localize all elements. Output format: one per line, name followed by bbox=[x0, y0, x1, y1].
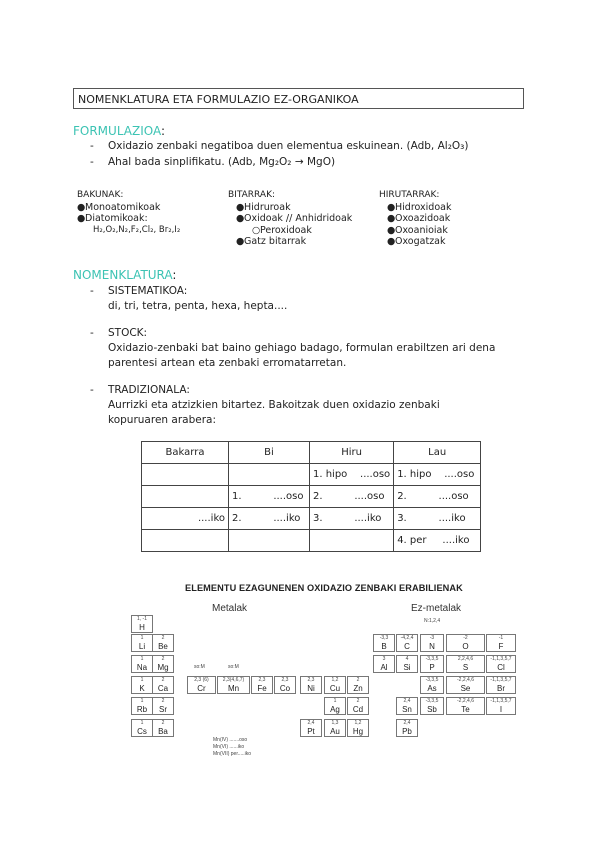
formulazioa-item-2-text: Ahal bada sinplifikatu. (Adb, Mg₂O₂ → MgO) bbox=[108, 156, 336, 168]
element-au bbox=[324, 719, 346, 737]
hirutarrak-item-4-text: Oxogatzak bbox=[395, 236, 446, 247]
element-ca bbox=[152, 676, 174, 694]
prefix-suffix-table bbox=[141, 441, 481, 552]
bitarrak-sub-item: ○Peroxidoak bbox=[252, 224, 312, 236]
element-symbol: Te bbox=[461, 705, 470, 714]
bakunak-heading: BAKUNAK: bbox=[77, 190, 124, 200]
document-title: NOMENKLATURA ETA FORMULAZIO EZ-ORGANIKOA bbox=[78, 93, 359, 106]
oxidation-numbers: 1 bbox=[140, 720, 144, 726]
oxidation-numbers: -2,2,4,6 bbox=[457, 677, 474, 683]
hirutarrak-item-1: ●Hidroxidoak bbox=[387, 201, 452, 213]
table-cell bbox=[310, 530, 394, 552]
hirutarrak-item-3-text: Oxoanioiak bbox=[395, 224, 448, 236]
element-symbol: Hg bbox=[352, 727, 364, 736]
element-symbol: Sb bbox=[427, 705, 437, 714]
element-symbol: Co bbox=[279, 684, 291, 693]
formulazioa-heading bbox=[73, 124, 165, 138]
dash: - bbox=[90, 327, 94, 339]
oxidation-numbers: -3,3,5 bbox=[425, 698, 439, 704]
hirutarrak-column bbox=[379, 190, 451, 248]
oxidation-numbers: 3 bbox=[382, 656, 386, 662]
hirutarrak-item-3: ●Oxoanioiak bbox=[387, 224, 448, 236]
element-p bbox=[420, 655, 444, 673]
table-header: Hiru bbox=[310, 442, 394, 464]
element-symbol: Zn bbox=[353, 684, 363, 693]
oxidation-numbers: 2,3(4,6,7) bbox=[222, 677, 245, 683]
tradizionala-text: Aurrizki eta atzizkien bitartez. Bakoitzak duen oxidazio zenbaki kopuruaren arabera: bbox=[108, 399, 440, 426]
table-header: Lau bbox=[394, 442, 481, 464]
formulazioa-item-2 bbox=[90, 155, 335, 170]
mn-note: Mn(VII) per.....iko bbox=[213, 751, 252, 757]
element-c bbox=[396, 634, 418, 652]
element-symbol: Cs bbox=[137, 727, 147, 736]
table-cell bbox=[229, 530, 310, 552]
table-header: Bi bbox=[229, 442, 310, 464]
element-se bbox=[446, 676, 485, 694]
table-cell: 2. ....oso bbox=[394, 486, 481, 508]
element-cl bbox=[486, 655, 516, 673]
nomenklatura-heading-text: NOMENKLATURA bbox=[73, 268, 173, 282]
oxidation-numbers: 2 bbox=[161, 656, 165, 662]
oxidation-numbers: -3,3 bbox=[379, 635, 389, 641]
oxidation-numbers: -3 bbox=[429, 635, 435, 641]
element-symbol: Se bbox=[460, 684, 471, 693]
element-symbol: Na bbox=[136, 663, 148, 672]
element-symbol: As bbox=[427, 684, 437, 693]
oxidation-numbers: 2,4 bbox=[307, 720, 315, 726]
table-cell bbox=[229, 464, 310, 486]
oxidation-numbers: -1 bbox=[498, 635, 504, 641]
element-cs bbox=[131, 719, 153, 737]
mn-notes bbox=[213, 737, 251, 758]
element-cr bbox=[187, 676, 216, 694]
bitarrak-item-1-text: Hidruroak bbox=[244, 201, 291, 213]
element-na bbox=[131, 655, 153, 673]
element-br bbox=[486, 676, 516, 694]
element-o bbox=[446, 634, 485, 652]
bitarrak-column bbox=[228, 190, 352, 248]
element-sn bbox=[396, 697, 418, 715]
tradizionala-label bbox=[90, 383, 190, 398]
oxidation-numbers: 2,2,4,6 bbox=[457, 656, 474, 662]
hirutarrak-item-4: ●Oxogatzak bbox=[387, 236, 446, 247]
dash: - bbox=[90, 156, 94, 168]
element-be bbox=[152, 634, 174, 652]
oxidation-numbers: 2,3 bbox=[307, 677, 315, 683]
element-pb bbox=[396, 719, 418, 737]
bakunak-item-2-text: Diatomikoak: bbox=[85, 213, 148, 224]
oxidation-numbers: 1,2 bbox=[354, 720, 362, 726]
mn-note: Mn(IV) .......oso bbox=[213, 737, 248, 743]
element-i bbox=[486, 697, 516, 715]
oxidation-numbers: 1 bbox=[140, 635, 144, 641]
bitarrak-heading: BITARRAK: bbox=[228, 190, 276, 200]
element-as bbox=[420, 676, 444, 694]
oxidation-numbers: 2 bbox=[356, 698, 360, 704]
oxidation-numbers: 2 bbox=[161, 635, 165, 641]
bakunak-item-2: ●Diatomikoak: bbox=[77, 213, 148, 224]
bitarrak-item-1: ●Hidruroak bbox=[236, 201, 291, 213]
element-te bbox=[446, 697, 485, 715]
formulazioa-item-1 bbox=[90, 139, 468, 154]
element-co bbox=[274, 676, 296, 694]
mn-label: so:M bbox=[228, 664, 239, 670]
element-symbol: I bbox=[499, 705, 503, 714]
mn-note: Mn(VI) ......iko bbox=[213, 744, 245, 750]
oxidation-numbers: 2,3 bbox=[281, 677, 289, 683]
table-cell: 1. hipo ....oso bbox=[310, 464, 394, 486]
element-ni bbox=[300, 676, 322, 694]
document-title-box bbox=[73, 88, 524, 109]
metalak-label: Metalak bbox=[212, 603, 248, 614]
oxidation-numbers: 2,3 (6) bbox=[194, 677, 209, 683]
element-si bbox=[396, 655, 418, 673]
tradizionala-label-text: TRADIZIONALA: bbox=[108, 384, 190, 396]
element-symbol: Ca bbox=[157, 684, 169, 693]
oxidation-numbers: -4,2,4 bbox=[400, 635, 414, 641]
oxidation-numbers: 1 bbox=[333, 698, 337, 704]
element-mn bbox=[217, 676, 250, 694]
sistematikoa-text: di, tri, tetra, penta, hexa, hepta.... bbox=[108, 300, 288, 312]
table-cell: 2. ....oso bbox=[310, 486, 394, 508]
ez-metalak-label: Ez-metalak bbox=[411, 603, 462, 614]
table-cell bbox=[142, 486, 229, 508]
table-cell: 4. per ....iko bbox=[394, 530, 481, 552]
bitarrak-item-2: ●Oxidoak // Anhidridoak bbox=[236, 213, 353, 224]
element-symbol: H bbox=[139, 623, 145, 632]
hirutarrak-heading: HIRUTARRAK: bbox=[379, 190, 440, 200]
oxidation-numbers: 1 bbox=[140, 698, 144, 704]
dash: - bbox=[90, 140, 94, 152]
element-symbol: Sr bbox=[159, 705, 167, 714]
dash: - bbox=[90, 285, 94, 297]
element-symbol: B bbox=[381, 642, 387, 651]
element-symbol: Mg bbox=[157, 663, 169, 672]
element-symbol: Au bbox=[330, 727, 340, 736]
oxidation-numbers: -1,1,3,5,7 bbox=[490, 656, 512, 662]
table-cell: 1. ....oso bbox=[229, 486, 310, 508]
table-row bbox=[142, 464, 481, 486]
oxidation-numbers: -3,3,5 bbox=[425, 677, 439, 683]
cr-label: so:M bbox=[194, 664, 205, 670]
table-cell: 3. ....iko bbox=[310, 508, 394, 530]
bakunak-item-1-text: Monoatomikoak bbox=[85, 201, 161, 213]
element-symbol: Ag bbox=[330, 705, 340, 714]
element-cu bbox=[324, 676, 346, 694]
table-cell: 1. hipo ....oso bbox=[394, 464, 481, 486]
oxidation-numbers: 2 bbox=[356, 677, 360, 683]
table-header: Bakarra bbox=[142, 442, 229, 464]
element-symbol: Ni bbox=[307, 684, 315, 693]
element-symbol: Cd bbox=[352, 705, 364, 714]
element-symbol: Cr bbox=[197, 684, 206, 693]
element-symbol: Li bbox=[138, 642, 146, 651]
element-symbol: Cu bbox=[329, 684, 341, 693]
oxidation-numbers: -2 bbox=[463, 635, 468, 641]
oxidation-numbers: -2,2,4,6 bbox=[457, 698, 474, 704]
table-row bbox=[142, 530, 481, 552]
element-symbol: Mn bbox=[227, 684, 240, 693]
table-cell bbox=[142, 530, 229, 552]
element-ba bbox=[152, 719, 174, 737]
element-pt bbox=[300, 719, 322, 737]
oxidation-numbers: -1,1,3,5,7 bbox=[490, 677, 512, 683]
nomenklatura-colon: : bbox=[172, 268, 177, 282]
element-al bbox=[373, 655, 395, 673]
stock-label bbox=[90, 326, 147, 341]
element-h bbox=[131, 615, 153, 633]
table-cell: ....iko bbox=[142, 508, 229, 530]
element-symbol: Fe bbox=[257, 684, 267, 693]
element-zn bbox=[347, 676, 369, 694]
table-cell: 3. ....iko bbox=[394, 508, 481, 530]
bitarrak-item-2-text: Oxidoak // Anhidridoak bbox=[244, 213, 353, 224]
table-cell: 2. ....iko bbox=[229, 508, 310, 530]
element-f bbox=[486, 634, 516, 652]
element-symbol: Pb bbox=[402, 727, 412, 736]
element-symbol: Cl bbox=[497, 663, 505, 672]
element-cd bbox=[347, 697, 369, 715]
element-ag bbox=[324, 697, 346, 715]
oxidation-numbers: 2,4 bbox=[403, 720, 411, 726]
sistematikoa-label bbox=[90, 284, 187, 299]
oxidation-numbers: 1,3 bbox=[331, 720, 339, 726]
element-symbol: S bbox=[462, 663, 469, 672]
bitarrak-item-3: ●Gatz bitarrak bbox=[236, 236, 307, 247]
element-symbol: N bbox=[429, 642, 435, 651]
element-symbol: Si bbox=[403, 663, 411, 672]
element-n bbox=[420, 634, 444, 652]
periodic-table-title: ELEMENTU EZAGUNENEN OXIDAZIO ZENBAKI ERABILIENAK bbox=[185, 583, 463, 593]
oxidation-numbers: 1,2 bbox=[331, 677, 339, 683]
bitarrak-sub-item-text: Peroxidoak bbox=[260, 224, 312, 236]
oxidation-numbers: 2 bbox=[161, 677, 165, 683]
bakunak-item-1: ●Monoatomikoak bbox=[77, 201, 161, 213]
oxidation-numbers: 4 bbox=[405, 656, 409, 662]
element-symbol: Br bbox=[497, 684, 505, 693]
oxidation-numbers: 2,4 bbox=[403, 698, 411, 704]
element-rb bbox=[131, 697, 153, 715]
oxidation-numbers: 2 bbox=[161, 720, 165, 726]
element-b bbox=[373, 634, 395, 652]
oxidation-numbers: 1, -1 bbox=[136, 616, 147, 622]
stock-text: Oxidazio-zenbaki bat baino gehiago badago, formulan erabiltzen ari dena parentesi artean eta zenbaki erromatarretan. bbox=[108, 342, 496, 369]
hirutarrak-item-2-text: Oxoazidoak bbox=[395, 213, 451, 224]
element-symbol: F bbox=[498, 642, 504, 651]
formulazioa-heading-text: FORMULAZIOA bbox=[73, 124, 161, 138]
stock-label-text: STOCK: bbox=[108, 327, 148, 339]
element-symbol: Sn bbox=[402, 705, 412, 714]
element-symbol: C bbox=[404, 642, 410, 651]
element-symbol: Ba bbox=[158, 727, 168, 736]
sistematikoa-label-text: SISTEMATIKOA: bbox=[108, 285, 188, 297]
element-symbol: Be bbox=[158, 642, 168, 651]
element-s bbox=[446, 655, 485, 673]
formulazioa-colon: : bbox=[160, 124, 166, 138]
element-symbol: Al bbox=[380, 663, 388, 672]
oxidation-numbers: 1 bbox=[140, 677, 144, 683]
oxidation-numbers: 2,3 bbox=[258, 677, 266, 683]
element-sb bbox=[420, 697, 444, 715]
element-symbol: O bbox=[462, 642, 469, 651]
nitrogen-note: N:1,2,4 bbox=[424, 618, 441, 624]
element-mg bbox=[152, 655, 174, 673]
hirutarrak-item-1-text: Hidroxidoak bbox=[395, 201, 452, 213]
element-sr bbox=[152, 697, 174, 715]
table-row bbox=[142, 486, 481, 508]
element-hg bbox=[347, 719, 369, 737]
table-header-row bbox=[142, 442, 481, 464]
oxidation-numbers: -1,1,3,5,7 bbox=[490, 698, 512, 704]
oxidation-numbers: 1 bbox=[140, 656, 144, 662]
table-row bbox=[142, 508, 481, 530]
element-symbol: P bbox=[429, 663, 435, 672]
nomenklatura-heading bbox=[73, 268, 176, 282]
bitarrak-item-3-text: Gatz bitarrak bbox=[244, 236, 307, 247]
formulazioa-item-1-text: Oxidazio zenbaki negatiboa duen elementua eskuinean. (Adb, Al₂O₃) bbox=[108, 140, 469, 152]
element-symbol: Pt bbox=[307, 727, 315, 736]
element-symbol: Rb bbox=[136, 705, 148, 714]
table-cell bbox=[142, 464, 229, 486]
element-k bbox=[131, 676, 153, 694]
element-li bbox=[131, 634, 153, 652]
hirutarrak-item-2: ●Oxoazidoak bbox=[387, 213, 451, 224]
element-fe bbox=[251, 676, 273, 694]
oxidation-numbers: 2 bbox=[161, 698, 165, 704]
dash: - bbox=[90, 384, 94, 396]
bakunak-formula: H₂,O₂,N₂,F₂,Cl₂, Br₂,I₂ bbox=[93, 224, 181, 235]
bakunak-column bbox=[77, 190, 180, 236]
element-symbol: K bbox=[139, 684, 145, 693]
oxidation-numbers: -3,3,5 bbox=[425, 656, 439, 662]
